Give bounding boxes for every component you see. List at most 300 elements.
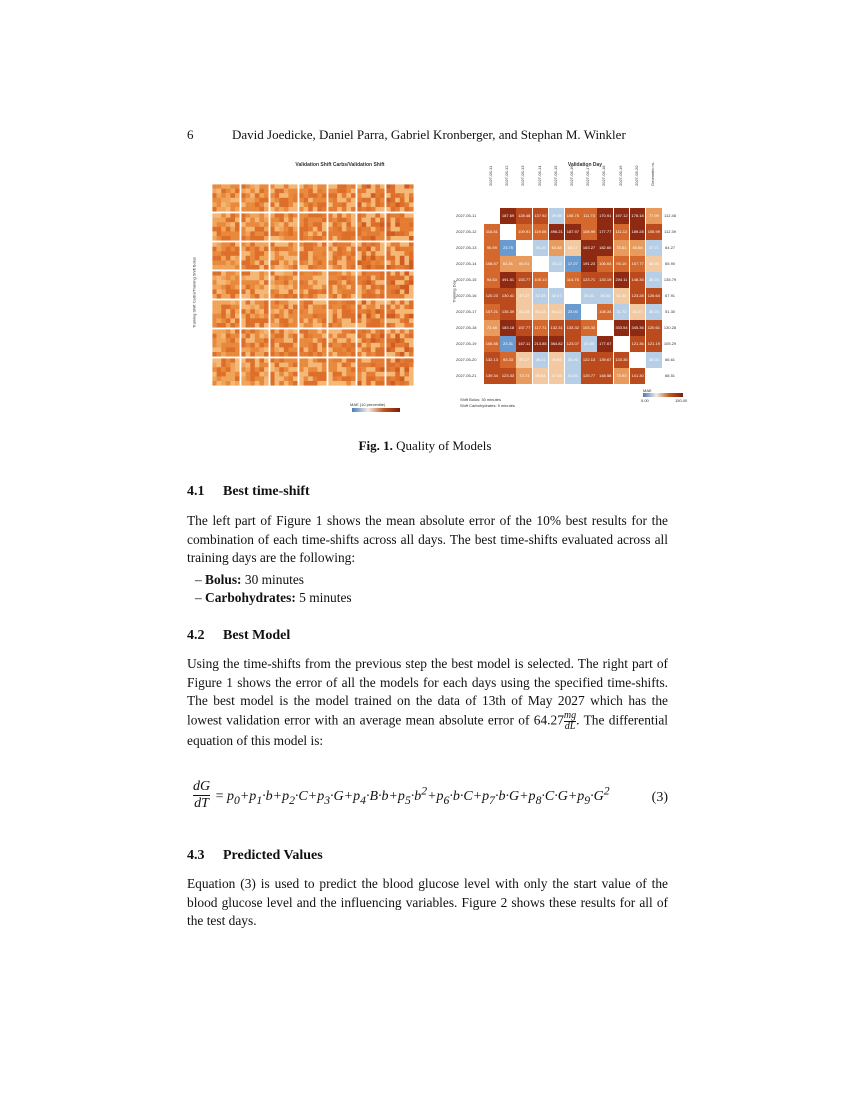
heatmap-cell xyxy=(342,294,347,299)
heatmap-cell xyxy=(299,231,304,236)
heatmap-cell xyxy=(337,305,342,310)
heatmap-cell xyxy=(259,338,264,343)
heatmap-cell xyxy=(409,300,414,305)
heatmap-cell xyxy=(371,242,376,247)
heatmap-cell xyxy=(386,271,391,276)
heatmap-cell: 112.48 xyxy=(662,208,678,224)
heatmap-cell xyxy=(362,294,367,299)
heatmap-cell xyxy=(328,329,333,334)
heatmap-cell xyxy=(259,358,264,363)
heatmap-cell xyxy=(328,289,333,294)
heatmap-cell xyxy=(322,300,327,305)
heatmap-cell xyxy=(226,305,231,310)
heatmap-cell xyxy=(226,202,231,207)
heatmap-cell xyxy=(313,294,318,299)
heatmap-cell xyxy=(322,236,327,241)
heatmap-cell xyxy=(299,184,304,189)
heatmap-cell: 48.93 xyxy=(646,256,662,272)
heatmap-cell xyxy=(226,376,231,381)
heatmap-cell xyxy=(221,207,226,212)
heatmap-cell xyxy=(391,271,396,276)
heatmap-cell xyxy=(246,276,251,281)
heatmap-cell xyxy=(400,294,405,299)
heatmap-cell xyxy=(371,338,376,343)
heatmap-cell xyxy=(351,265,356,270)
heatmap-cell xyxy=(226,352,231,357)
heatmap-cell xyxy=(288,367,293,372)
heatmap-cell xyxy=(270,198,275,203)
paragraph-4-3: Equation (3) is used to predict the blood glucose level with only the start value of the blood glucose level and the influencing variables. Figure 2 shows these results for all of the test days. xyxy=(187,876,668,928)
heatmap-cell xyxy=(395,189,400,194)
heatmap-cell xyxy=(221,198,226,203)
heatmap-cell xyxy=(386,372,391,377)
heatmap-cell xyxy=(230,334,235,339)
heatmap-cell xyxy=(342,367,347,372)
heatmap-cell xyxy=(226,213,231,218)
heatmap-cell xyxy=(380,300,385,305)
heatmap-cell xyxy=(279,260,284,265)
heatmap-cell xyxy=(284,314,289,319)
heatmap-cell xyxy=(299,363,304,368)
heatmap-cell xyxy=(212,276,217,281)
heatmap-cell xyxy=(391,256,396,261)
heatmap-cell xyxy=(226,247,231,252)
column-label: Geometric m. xyxy=(650,161,655,186)
heatmap-cell xyxy=(284,372,289,377)
heatmap-cell: 35.23 xyxy=(646,272,662,288)
heatmap-cell xyxy=(259,271,264,276)
heatmap-cell xyxy=(275,367,280,372)
heatmap-cell: 187.69 xyxy=(500,208,516,224)
heatmap-cell xyxy=(366,251,371,256)
heatmap-cell xyxy=(255,343,260,348)
heatmap-cell: 197.12 xyxy=(614,208,630,224)
heatmap-cell xyxy=(241,276,246,281)
heatmap-cell xyxy=(304,294,309,299)
heatmap-cell xyxy=(346,218,351,223)
heatmap-cell xyxy=(313,202,318,207)
heatmap-cell: 105.13 xyxy=(533,272,549,288)
heatmap-cell xyxy=(299,334,304,339)
heatmap-cell xyxy=(259,276,264,281)
heatmap-cell xyxy=(299,265,304,270)
heatmap-cell xyxy=(317,323,322,328)
heatmap-cell xyxy=(351,367,356,372)
heatmap-cell: 108.99 xyxy=(581,224,597,240)
heatmap-cell xyxy=(299,372,304,377)
heatmap-cell xyxy=(250,213,255,218)
heatmap-cell xyxy=(299,289,304,294)
heatmap-cell xyxy=(328,202,333,207)
heatmap-cell xyxy=(246,352,251,357)
heatmap-cell xyxy=(581,304,597,320)
equation-rhs: = $p_0+p_1\cdot b+p_2\cdot C+p_3\cdot G+p_4\cdot B\cdot b+p_5\cdot b^2+p_6\cdot b\cdot C+p_7\cdot b\cdot G+p_8\cdot C\cdot G+p_9\cdot G^2$ xyxy=(215,784,610,807)
heatmap-cell xyxy=(337,202,342,207)
heatmap-cell xyxy=(212,309,217,314)
heatmap-cell xyxy=(288,231,293,236)
heatmap-cell xyxy=(304,323,309,328)
heatmap-cell xyxy=(308,343,313,348)
heatmap-cell xyxy=(221,247,226,252)
heatmap-cell xyxy=(270,280,275,285)
heatmap-cell xyxy=(337,236,342,241)
heatmap-cell: 42.47 xyxy=(549,288,565,304)
heatmap-cell xyxy=(409,184,414,189)
heatmap-cell xyxy=(357,184,362,189)
heatmap-cell xyxy=(313,193,318,198)
heatmap-cell xyxy=(304,372,309,377)
heatmap-cell xyxy=(357,207,362,212)
heatmap-cell xyxy=(299,358,304,363)
heatmap-cell xyxy=(328,352,333,357)
heatmap-cell xyxy=(288,222,293,227)
heatmap-cell xyxy=(328,323,333,328)
heatmap-cell xyxy=(342,289,347,294)
heatmap-cell xyxy=(275,242,280,247)
heatmap-cell xyxy=(264,289,269,294)
heatmap-cell xyxy=(346,329,351,334)
heatmap-cell xyxy=(371,265,376,270)
heatmap-cell: 157.77 xyxy=(516,320,532,336)
heatmap-cell xyxy=(391,218,396,223)
heatmap-cell xyxy=(217,289,222,294)
heatmap-cell xyxy=(380,271,385,276)
heatmap-cell xyxy=(346,256,351,261)
heatmap-cell xyxy=(304,289,309,294)
heatmap-cell xyxy=(284,265,289,270)
heatmap-cell xyxy=(299,318,304,323)
heatmap-cell xyxy=(288,276,293,281)
heatmap-cell xyxy=(371,198,376,203)
timeshift-list xyxy=(195,571,352,606)
heatmap-cell xyxy=(304,352,309,357)
heatmap-cell xyxy=(395,202,400,207)
row-label: 2027-05-20 xyxy=(456,357,477,362)
heatmap-cell xyxy=(386,347,391,352)
heatmap-cell xyxy=(351,347,356,352)
heatmap-cell xyxy=(400,247,405,252)
heatmap-cell xyxy=(308,352,313,357)
heatmap-cell xyxy=(221,300,226,305)
heatmap-cell xyxy=(317,285,322,290)
heatmap-cell xyxy=(337,347,342,352)
heatmap-cell xyxy=(362,376,367,381)
heatmap-cell xyxy=(317,198,322,203)
heatmap-cell xyxy=(357,363,362,368)
heatmap-cell xyxy=(409,318,414,323)
heatmap-cell xyxy=(395,256,400,261)
heatmap-cell xyxy=(241,218,246,223)
heatmap-cell xyxy=(380,242,385,247)
heatmap-cell xyxy=(395,260,400,265)
heatmap-cell xyxy=(212,347,217,352)
heatmap-cell xyxy=(284,202,289,207)
heatmap-cell xyxy=(346,280,351,285)
heatmap-cell xyxy=(317,213,322,218)
heatmap-cell xyxy=(226,294,231,299)
heatmap-cell xyxy=(395,329,400,334)
heatmap-cell xyxy=(221,271,226,276)
heatmap-cell xyxy=(317,305,322,310)
heatmap-cell xyxy=(391,352,396,357)
heatmap-cell: 121.36 xyxy=(630,336,646,352)
heatmap-cell xyxy=(317,236,322,241)
heatmap-cell xyxy=(357,285,362,290)
heatmap-cell: 126.64 xyxy=(646,288,662,304)
heatmap-cell xyxy=(304,193,309,198)
heatmap-cell xyxy=(259,314,264,319)
heatmap-cell xyxy=(275,218,280,223)
heatmap-cell xyxy=(391,323,396,328)
heatmap-cell xyxy=(279,372,284,377)
heatmap-cell xyxy=(284,242,289,247)
heatmap-cell xyxy=(346,376,351,381)
heatmap-cell xyxy=(328,300,333,305)
heatmap-cell xyxy=(264,247,269,252)
heatmap-cell xyxy=(226,256,231,261)
heatmap-cell xyxy=(395,227,400,232)
heatmap-cell: 32.33 xyxy=(533,288,549,304)
heatmap-cell xyxy=(386,242,391,247)
heatmap-cell xyxy=(270,309,275,314)
heatmap-cell xyxy=(313,276,318,281)
heatmap-cell xyxy=(250,276,255,281)
heatmap-cell xyxy=(337,352,342,357)
heatmap-cell xyxy=(275,276,280,281)
heatmap-cell xyxy=(270,338,275,343)
heatmap-cell xyxy=(279,265,284,270)
heatmap-cell xyxy=(371,381,376,386)
heatmap-cell: 17.27 xyxy=(565,256,581,272)
heatmap-cell xyxy=(366,184,371,189)
heatmap-cell xyxy=(264,256,269,261)
heatmap-cell xyxy=(212,236,217,241)
heatmap-cell xyxy=(293,381,298,386)
heatmap-cell xyxy=(346,242,351,247)
heatmap-cell xyxy=(409,376,414,381)
heatmap-cell xyxy=(404,236,409,241)
heatmap-cell xyxy=(386,285,391,290)
heatmap-cell xyxy=(241,367,246,372)
heatmap-cell xyxy=(255,294,260,299)
heatmap-cell xyxy=(308,189,313,194)
heatmap-cell xyxy=(409,213,414,218)
left-colorbar xyxy=(352,408,400,412)
heatmap-cell xyxy=(270,305,275,310)
heatmap-cell xyxy=(230,329,235,334)
heatmap-cell xyxy=(346,236,351,241)
heatmap-cell xyxy=(391,251,396,256)
heatmap-cell xyxy=(255,300,260,305)
heatmap-cell xyxy=(371,256,376,261)
heatmap-cell xyxy=(235,189,240,194)
heatmap-cell xyxy=(317,280,322,285)
heatmap-cell xyxy=(217,294,222,299)
heatmap-cell xyxy=(317,184,322,189)
heatmap-cell xyxy=(351,218,356,223)
heatmap-cell xyxy=(313,343,318,348)
heatmap-cell xyxy=(322,343,327,348)
heatmap-cell xyxy=(226,289,231,294)
heatmap-cell xyxy=(212,231,217,236)
heatmap-cell xyxy=(337,363,342,368)
heatmap-cell xyxy=(250,198,255,203)
heatmap-cell xyxy=(246,198,251,203)
heatmap-cell xyxy=(404,218,409,223)
heatmap-cell xyxy=(375,260,380,265)
heatmap-cell xyxy=(226,189,231,194)
heatmap-cell: 36.11 xyxy=(533,352,549,368)
heatmap-cell xyxy=(357,358,362,363)
heatmap-cell xyxy=(328,231,333,236)
heatmap-cell xyxy=(362,280,367,285)
heatmap-cell xyxy=(230,358,235,363)
heatmap-cell xyxy=(308,276,313,281)
row-label: 2027-05-17 xyxy=(456,309,477,314)
heatmap-cell xyxy=(346,300,351,305)
heatmap-cell xyxy=(255,236,260,241)
heatmap-cell xyxy=(395,347,400,352)
heatmap-cell xyxy=(255,265,260,270)
heatmap-cell xyxy=(217,193,222,198)
heatmap-cell xyxy=(409,294,414,299)
heatmap-cell xyxy=(366,334,371,339)
heatmap-cell xyxy=(380,334,385,339)
heatmap-cell xyxy=(235,309,240,314)
heatmap-cell xyxy=(299,300,304,305)
heatmap-cell: 153.77 xyxy=(516,272,532,288)
heatmap-cell xyxy=(259,189,264,194)
heatmap-cell xyxy=(337,343,342,348)
heatmap-cell xyxy=(308,265,313,270)
heatmap-cell xyxy=(235,358,240,363)
heatmap-cell xyxy=(395,280,400,285)
heatmap-cell xyxy=(317,367,322,372)
heatmap-cell xyxy=(299,198,304,203)
heatmap-cell xyxy=(255,251,260,256)
heatmap-cell xyxy=(241,318,246,323)
heatmap-cell xyxy=(275,193,280,198)
heatmap-cell xyxy=(380,227,385,232)
heatmap-cell xyxy=(357,251,362,256)
heatmap-cell xyxy=(270,276,275,281)
heatmap-cell xyxy=(391,363,396,368)
heatmap-cell xyxy=(313,227,318,232)
heatmap-cell xyxy=(366,300,371,305)
heatmap-cell xyxy=(357,260,362,265)
heatmap-cell xyxy=(284,300,289,305)
heatmap-cell xyxy=(288,338,293,343)
heatmap-cell xyxy=(386,289,391,294)
heatmap-cell xyxy=(362,323,367,328)
heatmap-cell xyxy=(371,289,376,294)
heatmap-cell xyxy=(400,222,405,227)
heatmap-cell xyxy=(337,285,342,290)
heatmap-cell xyxy=(226,318,231,323)
heatmap-cell xyxy=(322,222,327,227)
heatmap-cell xyxy=(346,251,351,256)
heatmap-cell xyxy=(221,256,226,261)
heatmap-cell xyxy=(304,247,309,252)
heatmap-cell xyxy=(264,367,269,372)
heatmap-cell xyxy=(284,227,289,232)
heatmap-cell xyxy=(212,343,217,348)
heatmap-cell xyxy=(366,256,371,261)
heatmap-cell xyxy=(250,334,255,339)
heatmap-cell xyxy=(317,358,322,363)
heatmap-cell xyxy=(380,358,385,363)
heatmap-cell xyxy=(404,285,409,290)
heatmap-cell xyxy=(270,236,275,241)
heatmap-cell xyxy=(371,285,376,290)
heatmap-cell xyxy=(322,323,327,328)
heatmap-cell xyxy=(333,271,338,276)
heatmap-cell xyxy=(328,318,333,323)
heatmap-cell xyxy=(293,323,298,328)
heatmap-cell xyxy=(293,189,298,194)
heatmap-cell xyxy=(288,318,293,323)
heatmap-cell xyxy=(351,184,356,189)
heatmap-cell xyxy=(380,305,385,310)
column-label: 2027-05-17 xyxy=(585,165,591,186)
heatmap-cell xyxy=(246,376,251,381)
heatmap-cell xyxy=(246,247,251,252)
heatmap-cell xyxy=(386,323,391,328)
heatmap-cell xyxy=(284,352,289,357)
heatmap-cell xyxy=(230,323,235,328)
heatmap-cell xyxy=(275,231,280,236)
heatmap-cell xyxy=(212,207,217,212)
heatmap-cell xyxy=(337,372,342,377)
heatmap-cell xyxy=(317,271,322,276)
right-colorbar-label: MAE xyxy=(643,388,652,393)
heatmap-cell xyxy=(333,227,338,232)
heatmap-cell xyxy=(380,198,385,203)
heatmap-cell xyxy=(313,280,318,285)
heatmap-cell xyxy=(337,376,342,381)
heatmap-cell xyxy=(404,314,409,319)
heatmap-cell xyxy=(328,363,333,368)
heatmap-cell xyxy=(400,260,405,265)
heatmap-cell xyxy=(375,352,380,357)
heatmap-cell xyxy=(246,207,251,212)
heatmap-cell xyxy=(391,300,396,305)
heatmap-cell xyxy=(250,193,255,198)
heatmap-cell xyxy=(342,213,347,218)
heatmap-cell xyxy=(226,300,231,305)
heatmap-cell xyxy=(351,294,356,299)
heatmap-cell xyxy=(246,300,251,305)
heatmap-cell xyxy=(235,184,240,189)
section-title: Best time-shift xyxy=(223,484,310,499)
heatmap-cell xyxy=(346,271,351,276)
heatmap-cell: 64.27 xyxy=(662,240,678,256)
heatmap-cell xyxy=(250,251,255,256)
heatmap-cell xyxy=(270,251,275,256)
heatmap-cell xyxy=(217,352,222,357)
heatmap-cell xyxy=(357,218,362,223)
heatmap-cell xyxy=(250,323,255,328)
heatmap-cell xyxy=(304,285,309,290)
heatmap-cell xyxy=(221,309,226,314)
heatmap-cell xyxy=(235,280,240,285)
heatmap-cell xyxy=(264,372,269,377)
heatmap-cell xyxy=(400,367,405,372)
heatmap-cell xyxy=(288,347,293,352)
heatmap-cell: 167.11 xyxy=(516,336,532,352)
heatmap-cell xyxy=(342,318,347,323)
heatmap-cell xyxy=(395,236,400,241)
